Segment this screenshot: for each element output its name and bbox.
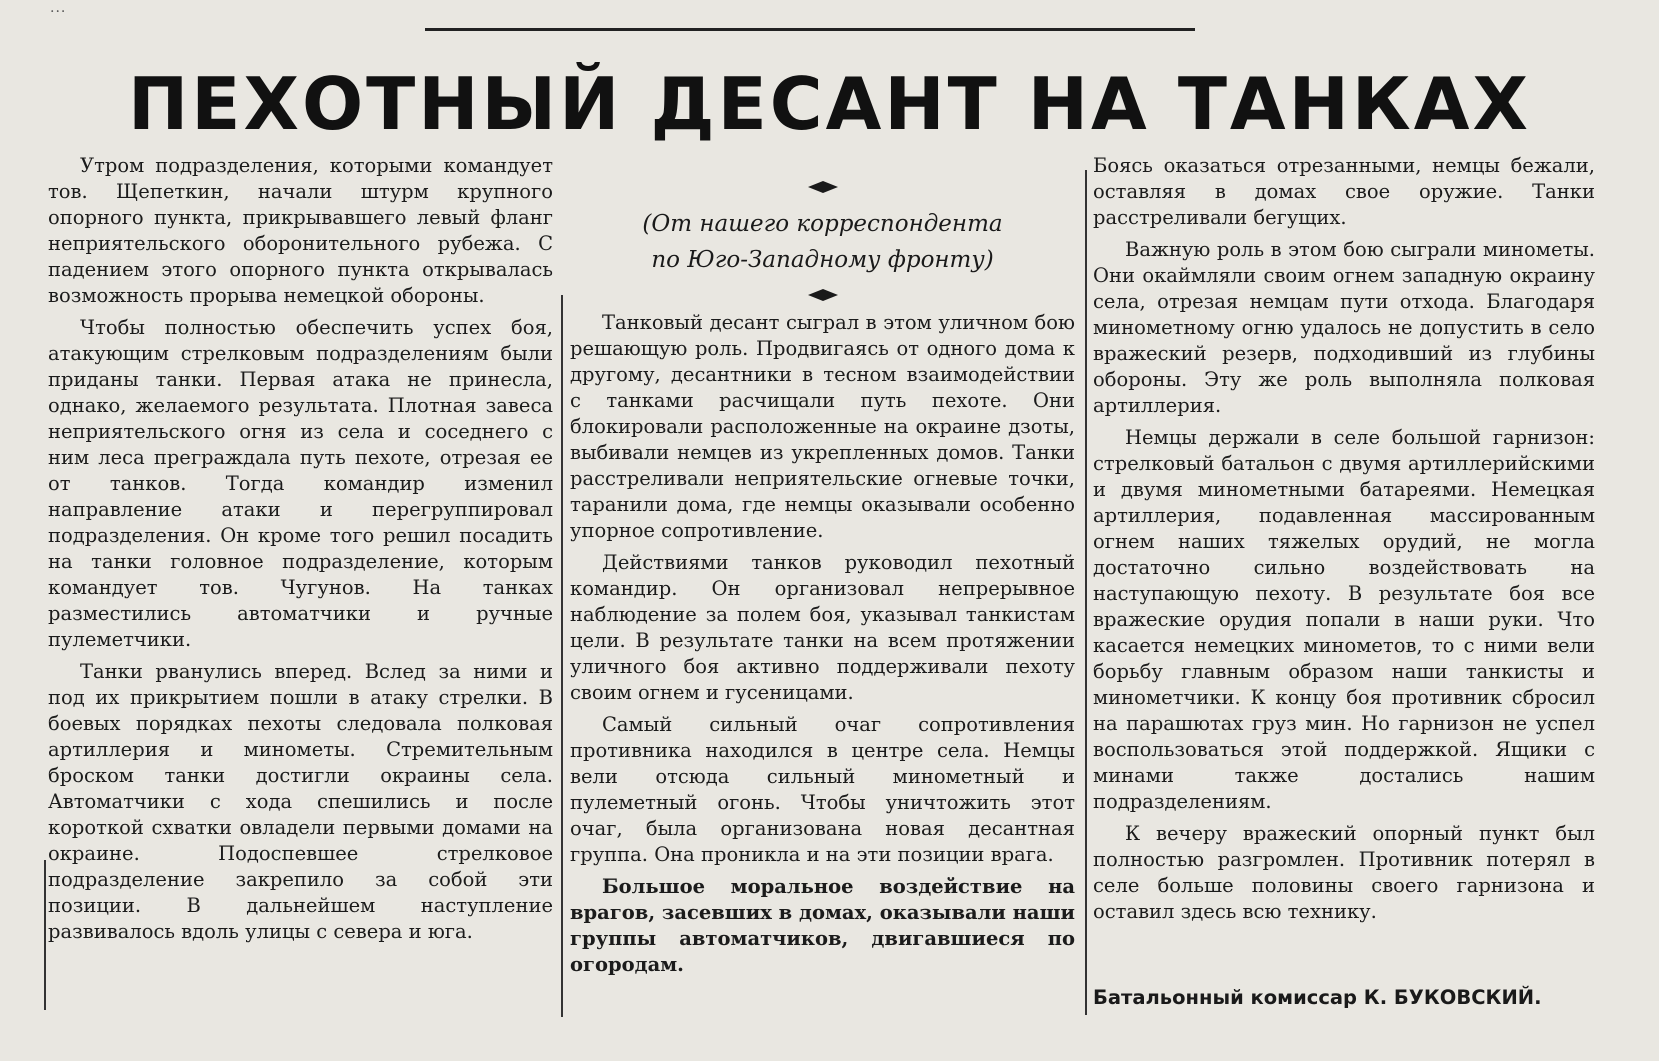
article-column-1 <box>48 153 553 951</box>
byline-box <box>570 180 1075 302</box>
paragraph: Танки рванулись вперед. Вслед за ними и под их прикрытием пошли в атаку стрелки. В боевых порядках пехоты следовала полковая артиллерия и минометы. Стремительным броском танки достигли окраины села. Автоматчики с хода спешились и после короткой схватки овладели первыми домами на окраине. Подоспевшее стрелковое подразделение закрепило за собой эти позиции. В дальнейшем наступление развивалось вдоль улицы с севера и юга. <box>48 660 553 943</box>
column-divider-1 <box>561 295 563 1017</box>
article-column-3 <box>1093 153 1595 931</box>
paragraph: Большое моральное воздействие на врагов, засевших в домах, оказывали наши группы автоматчиков, двигавшиеся по огородам. <box>570 875 1075 976</box>
paragraph: К вечеру вражеский опорный пункт был полностью разгромлен. Противник потерял в селе больше половины своего гарнизона и оставил здесь всю технику. <box>1093 822 1595 923</box>
clipped-previous-text: ... <box>50 0 67 16</box>
top-rule <box>425 28 1195 31</box>
article-column-2 <box>570 310 1075 984</box>
paragraph: Действиями танков руководил пехотный командир. Он организовал непрерывное наблюдение за полем боя, указывал танкистам цели. В результате танки на всем протяжении уличного боя активно поддерживали пехоту своим огнем и гусеницами. <box>570 551 1075 704</box>
paragraph: Танковый десант сыграл в этом уличном бою решающую роль. Продвигаясь от одного дома к другому, десантники в тесном взаимодействии с танками расчищали путь пехоте. Они блокировали расположенные на окраине дзоты, выбивали немцев из укрепленных домов. Танки расстреливали неприятельские огневые точки, таранили дома, где немцы оказывали особенно упорное сопротивление. <box>570 311 1075 542</box>
article-headline: ПЕХОТНЫЙ ДЕСАНТ НА ТАНКАХ <box>128 62 1531 146</box>
correspondent-line-2: по Юго-Западному фронту) <box>651 247 994 273</box>
paragraph: Чтобы полностью обеспечить успех боя, атакующим стрелковым подразделениям были приданы танки. Первая атака не принесла, однако, желаемого результата. Плотная завеса неприятельского огня из села и соседнего с ним леса преграждала путь пехоте, отрезая ее от танков. Тогда командир изменил направление атаки и перегруппировал подразделения. Он кроме того решил посадить на танки головное подразделение, которым командует тов. Чугунов. На танках разместились автоматчики и ручные пулеметчики. <box>48 316 553 651</box>
paragraph-continued: Боясь оказаться отрезанными, немцы бежали, оставляя в домах свое оружие. Танки расстреливали бегущих. <box>1093 154 1595 229</box>
author-signature: Батальонный комиссар К. БУКОВСКИЙ. <box>1093 986 1542 1009</box>
paragraph: Важную роль в этом бою сыграли минометы. Они окаймляли своим огнем западную окраину села, отрезая немцам пути отхода. Благодаря минометному огню удалось не допустить в село вражеский резерв, подходивший из глубины обороны. Эту же роль выполняла полковая артиллерия. <box>1093 238 1595 417</box>
paragraph: Немцы держали в селе большой гарнизон: стрелковый батальон с двумя артиллерийскими и двумя минометными батареями. Немецкая артиллерия, подавленная массированным огнем наших тяжелых орудий, не могла достаточно сильно воздействовать на наступающую пехоту. В результате боя все вражеские орудия попали в наши руки. Что касается немецких минометов, то с ними вели борьбу главным образом наши танкисты и минометчики. К концу боя противник сбросил на парашютах груз мин. Но гарнизон не успел воспользоваться этой поддержкой. Ящики с минами также достались нашим подразделениям. <box>1093 426 1595 813</box>
column-divider-2 <box>1085 170 1087 1015</box>
diamond-ornament-icon <box>808 288 838 302</box>
correspondent-line-1: (От нашего корреспондента <box>642 211 1003 237</box>
paragraph: Утром подразделения, которыми командует тов. Щепеткин, начали штурм крупного опорного пункта, прикрывавшего левый фланг неприятельского оборонительного рубежа. С падением этого опорного пункта открывалась возможность прорыва немецкой обороны. <box>48 154 553 307</box>
column-edge-rule <box>44 860 46 1010</box>
paragraph: Самый сильный очаг сопротивления противника находился в центре села. Немцы вели отсюда сильный минометный и пулеметный огонь. Чтобы уничтожить этот очаг, была организована новая десантная группа. Она проникла и на эти позиции врага. <box>570 713 1075 866</box>
correspondent-credit <box>570 206 1075 278</box>
diamond-ornament-icon <box>808 180 838 194</box>
